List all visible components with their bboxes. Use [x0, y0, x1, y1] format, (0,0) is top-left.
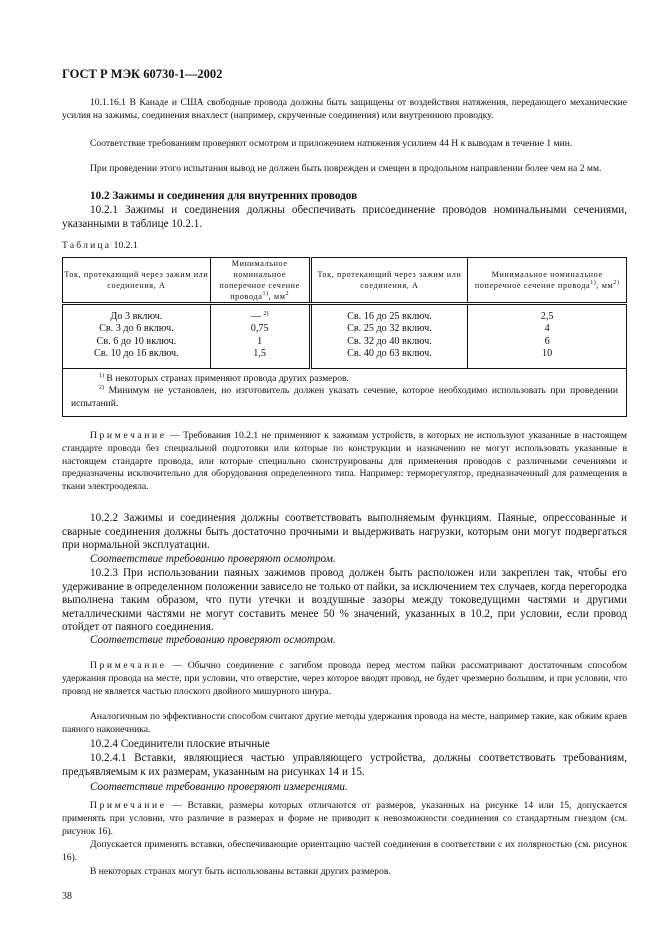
table-cell-section-right: 2,5 4 6 10 — [468, 304, 627, 369]
table-header-cell: Ток, протекающий через зажим или соединения, А — [310, 258, 468, 304]
document-header: ГОСТ Р МЭК 60730-1—2002 — [62, 67, 223, 81]
paragraph-test: При проведении этого испытания вывод не должен быть поврежден и смещен в продольном направлении более чем на 2 мм. — [90, 163, 602, 174]
table-cell-section-left: — $^{2)}$ 0,75 1 1,5 — [210, 304, 310, 369]
paragraph-10-2-4: 10.2.4 Соединители плоские втычные — [90, 738, 270, 750]
note-1: Примечание — Требования 10.2.1 не применяют к зажимам устройств, в которых не используют указанные в настоящем стандарте провода без специальной подготовки или которые по конструкции и назначению не могут использовать указанные в настоящем стандарте провода, или которые специально сконструированы для применения проводов с различными сечениями и предназначены исключительно для оборудования определенного типа. Например: терморегулятор, предназначенный для размещения в ткани электроодеяла. — [62, 430, 627, 493]
check-statement-3: Соответствие требованию проверяют осмотром. — [90, 634, 336, 646]
table-caption-number: 10.2.1 — [113, 240, 138, 251]
footnote-2: $^{2)}$ Минимум не установлен, но изготовитель должен указать сечение, которое необходимо использовать при проведении испытаний. — [71, 385, 618, 410]
table-footnotes — [63, 368, 627, 416]
table-caption-label: Таблица — [62, 240, 112, 251]
page-number: 38 — [62, 891, 72, 902]
table-header-row — [63, 258, 627, 304]
note-3: Примечание — Вставки, размеры которых отличаются от размеров, указанных на рисунке 14 или 15, допускается применять при условии, что различие в размерах и форме не приводит к невозможности соединения со стандартным гнездом (см. рисунок 16). — [62, 800, 627, 837]
table-cell-current-right: Св. 16 до 25 включ. Св. 25 до 32 включ. Св. 32 до 40 включ. Св. 40 до 63 включ. — [310, 304, 468, 369]
check-statement-2: Соответствие требованию проверяют осмотром. — [90, 553, 336, 565]
paragraph-check-1: Соответствие требованиям проверяют осмотром и приложением натяжения усилием 44 Н к выводам в течение 1 мин. — [90, 138, 573, 149]
table-10-2-1 — [62, 257, 627, 417]
check-statement-4: Соответствие требованию проверяют измерениями. — [90, 781, 348, 793]
table-header-cell: Минимальное номинальное поперечное сечение провода$^{1)}$, $мм^2$ — [210, 258, 310, 304]
table-header-cell: Минимальное номинальное поперечное сечение провода$^{1)}$, $мм^{2)}$ — [468, 258, 627, 304]
paragraph-10-2-2: 10.2.2 Зажимы и соединения должны соответствовать выполняемым функциям. Паяные, опрессованные и сварные соединения должны быть достаточно прочными и выдерживать нагрузки, которым они могут подвергаться при нормальной эксплуатации. — [62, 512, 627, 552]
table-data-row — [63, 304, 627, 369]
table-footnote-row — [63, 368, 627, 416]
footnote-1: $^{1)}$ В некоторых странах применяют провода других размеров. — [99, 372, 349, 384]
paragraph-10-2-4-1: 10.2.4.1 Вставки, являющиеся частью управляющего устройства, должны соответствовать требованиям, предъявляемым к их размерам, указанным на рисунках 14 и 15. — [62, 752, 627, 778]
note-3-extra-1: Допускается применять вставки, обеспечивающие ориентацию частей соединения в соответствии с их полярностью (см. рисунок 16). — [62, 839, 627, 863]
note-2: Примечание — Обычно соединение с загибом провода перед местом пайки рассматривают достаточным способом удержания провода на месте, при условии, что отверстие, через которое вводят провод, не будет чрезмерно большим, и при условии, что провод не является частью плоского двойного мишурного шнура. — [62, 660, 627, 697]
table-cell-current-left: До 3 включ. Св. 3 до 6 включ. Св. 6 до 10 включ. Св. 10 до 16 включ. — [63, 304, 211, 369]
note-2-extra: Аналогичным по эффективности способом считают другие методы удержания провода на месте, например такие, как обжим краев паяного наконечника. — [62, 711, 627, 735]
table-header-cell: Ток, протекающий через зажим или соединения, А — [63, 258, 211, 304]
paragraph-10-1-16-1: 10.1.16.1 В Канаде и США свободные провода должны быть защищены от воздействия натяжения, передающего механические усилия на зажимы, соединения внахлест (например, скрученные соединения) или внутреннюю проводку. — [62, 97, 627, 121]
paragraph-10-2-3: 10.2.3 При использовании паяных зажимов провод должен быть расположен или закреплен так, чтобы его удерживание в определенном положении зависело не только от пайки, за исключением тех случаев, когда перегородка выполнена таким образом, что пути утечки и воздушные зазоры между токоведущими частями и другими металлическими частями не могут составить менее 50 % значений, указанных в 10.2, при условии, если провод отойдет от паяного соединения. — [62, 567, 627, 634]
paragraph-10-2-1: 10.2.1 Зажимы и соединения должны обеспечивать присоединение проводов номинальными сечениями, указанными в таблице 10.2.1. — [62, 204, 627, 230]
table-caption — [62, 240, 138, 251]
note-3-extra-2: В некоторых странах могут быть использованы вставки других размеров. — [90, 866, 391, 877]
section-heading-10-2: 10.2 Зажимы и соединения для внутренних проводов — [90, 190, 358, 202]
